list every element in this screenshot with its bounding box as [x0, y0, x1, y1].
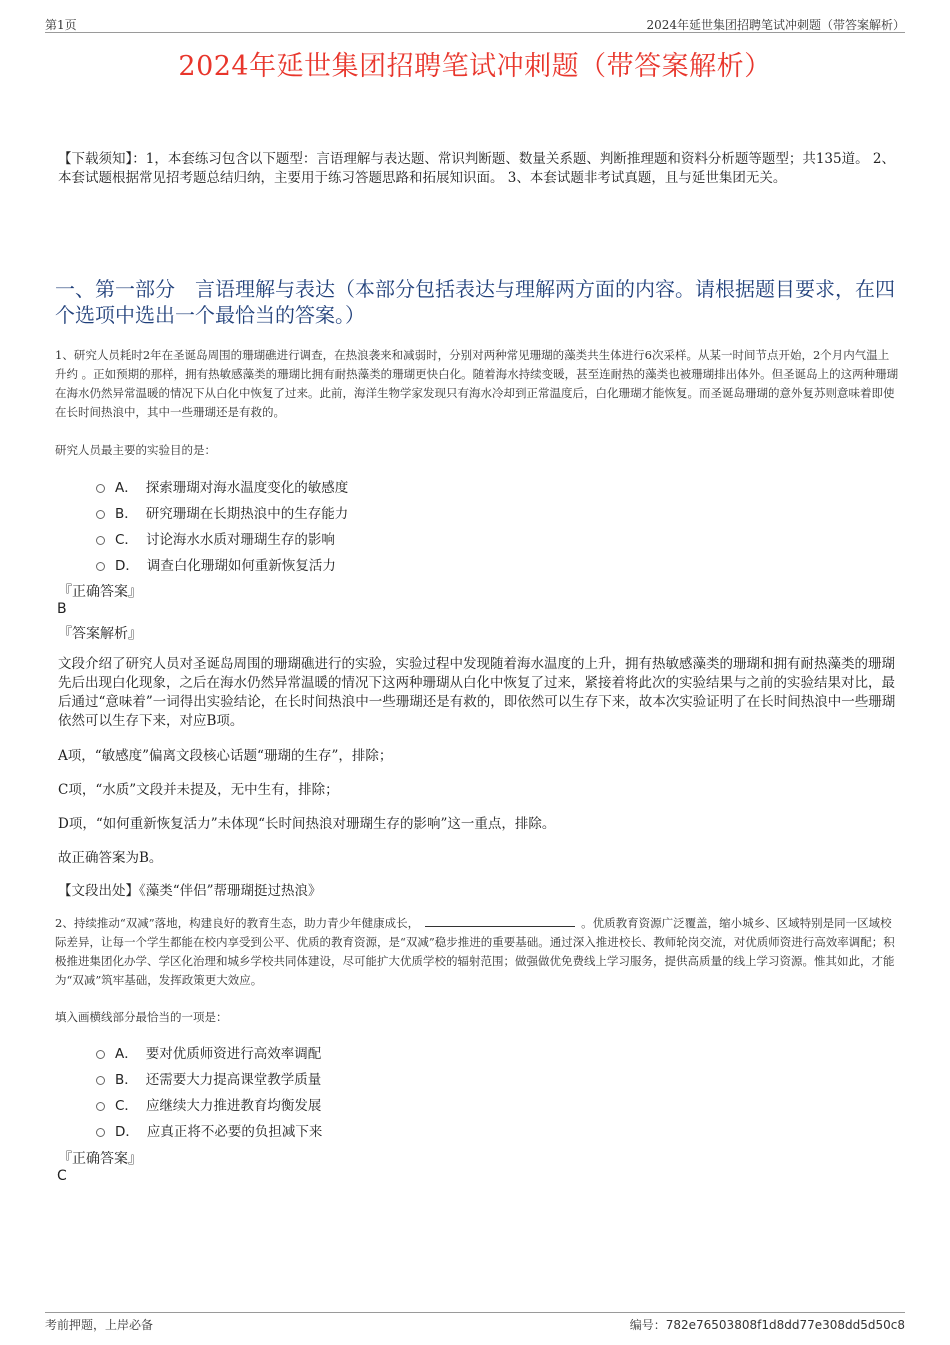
question-1-conclusion: 故正确答案为B。 [58, 850, 163, 866]
radio-icon[interactable] [96, 1128, 105, 1137]
question-2-text: 2、持续推动“双减”落地，构建良好的教育生态，助力青少年健康成长， 。优质教育资源广泛覆盖，缩小城乡、区域特别是同一区域校际差异，让每一个学生都能在校内享受到公平、优质的教育资源，是“双减”稳步推进的重要基础。通过深入推进校长、教师轮岗交流，对优质师资进行高效率调配；积极推进集团化办学、学区化治理和城乡学校共同体建设，尽可能扩大优质学校的辐射范围；做强做优免费线上学习服务，提供高质量的线上学习资源。惟其如此，才能为“双减”筑牢基础，发挥政策更大效应。 [55, 916, 895, 987]
question-2-option-c[interactable]: C． 应继续大力推进教育均衡发展 [96, 1091, 322, 1117]
fill-blank [425, 914, 575, 927]
question-1-analysis: 文段介绍了研究人员对圣诞岛周围的珊瑚礁进行的实验，实验过程中发现随着海水温度的上升，拥有热敏感藻类的珊瑚和拥有耐热藻类的珊瑚先后出现白化现象，之后在海水仍然异常温暖的情况下这两种珊瑚从白化中恢复了过来，紧接着将此次的实验结果与之前的实验结果对比，最后通过“意味着”一词得出实验结论，在长时间热浪中一些珊瑚还是有救的，即依然可以生存下来，故本次实验证明了在长时间热浪中一些珊瑚依然可以生存下来，对应B项。 [58, 656, 896, 729]
radio-icon[interactable] [96, 536, 105, 545]
question-2-option-d[interactable]: D． 应真正将不必要的负担减下来 [96, 1117, 322, 1143]
page-footer [45, 1312, 905, 1333]
question-2-answer-label: 『正确答案』 [58, 1151, 142, 1167]
radio-icon[interactable] [96, 562, 105, 571]
radio-icon[interactable] [96, 484, 105, 493]
page-header [45, 14, 905, 33]
document-title: 2024年延世集团招聘笔试冲刺题（带答案解析） [178, 51, 772, 82]
question-1-options [96, 473, 348, 577]
question-1-option-a[interactable]: A． 探索珊瑚对海水温度变化的敏感度 [96, 473, 348, 499]
radio-icon[interactable] [96, 1050, 105, 1059]
footer-code: 编号：782e76503808f1d8dd77e308dd5d50c8 [629, 1318, 905, 1332]
question-1-option-b[interactable]: B． 研究珊瑚在长期热浪中的生存能力 [96, 499, 348, 525]
question-2-option-b[interactable]: B． 还需要大力提高课堂教学质量 [96, 1065, 322, 1091]
question-1-text: 1、研究人员耗时2年在圣诞岛周围的珊瑚礁进行调查，在热浪袭来和减弱时，分别对两种常见珊瑚的藻类共生体进行6次采样。从某一时间节点开始，2个月内气温上升约 。正如预期的那样，拥有热敏感藻类的珊瑚比拥有耐热藻类的珊瑚更快白化。随着海水持续变暖，甚至连耐热的藻类也被珊瑚排出体外。但圣诞岛上的这两种珊瑚在海水仍然异常温暖的情况下从白化中恢复了过来。此前，海洋生物学家发现只有海水冷却到正常温度后，白化珊瑚才能恢复。而圣诞岛珊瑚的意外复苏则意味着即使在长时间热浪中，其中一些珊瑚还是有救的。 [55, 348, 899, 419]
question-1-option-c[interactable]: C． 讨论海水水质对珊瑚生存的影响 [96, 525, 348, 551]
question-2-option-a[interactable]: A． 要对优质师资进行高效率调配 [96, 1039, 322, 1065]
question-1-analysis-label: 『答案解析』 [58, 626, 142, 642]
question-2-answer: C [57, 1168, 67, 1184]
question-2-options [96, 1039, 322, 1143]
question-2-prompt: 填入画横线部分最恰当的一项是： [55, 1010, 228, 1024]
question-1-source: 【文段出处】《藻类“伴侣”帮珊瑚挺过热浪》 [58, 883, 322, 899]
radio-icon[interactable] [96, 1076, 105, 1085]
question-1-prompt: 研究人员最主要的实验目的是： [55, 443, 216, 457]
question-1-analysis-c: C项，“水质”文段并未提及，无中生有，排除； [58, 782, 339, 798]
question-1-option-d[interactable]: D． 调查白化珊瑚如何重新恢复活力 [96, 551, 348, 577]
download-notice: 【下载须知】：1，本套练习包含以下题型：言语理解与表达题、常识判断题、数量关系题、判断推理题和资料分析题等题型；共135道。 2、本套试题根据常见招考题总结归纳，主要用于练习答题思路和拓展知识面。 3、本套试题非考试真题，且与延世集团无关。 [58, 151, 895, 186]
question-1-analysis-a: A项，“敏感度”偏离文段核心话题“珊瑚的生存”，排除； [58, 748, 393, 764]
question-1-answer-label: 『正确答案』 [58, 584, 142, 600]
section-title: 一、第一部分 言语理解与表达（本部分包括表达与理解两方面的内容。请根据题目要求，在四个选项中选出一个最恰当的答案。） [55, 277, 895, 327]
footer-slogan: 考前押题，上岸必备 [45, 1318, 154, 1332]
page-number: 第1页 [45, 18, 77, 32]
question-1-analysis-d: D项，“如何重新恢复活力”未体现“长时间热浪对珊瑚生存的影响”这一重点，排除。 [58, 816, 556, 832]
question-1-answer: B [57, 601, 67, 617]
radio-icon[interactable] [96, 1102, 105, 1111]
radio-icon[interactable] [96, 510, 105, 519]
header-doc-title: 2024年延世集团招聘笔试冲刺题（带答案解析） [646, 18, 905, 32]
